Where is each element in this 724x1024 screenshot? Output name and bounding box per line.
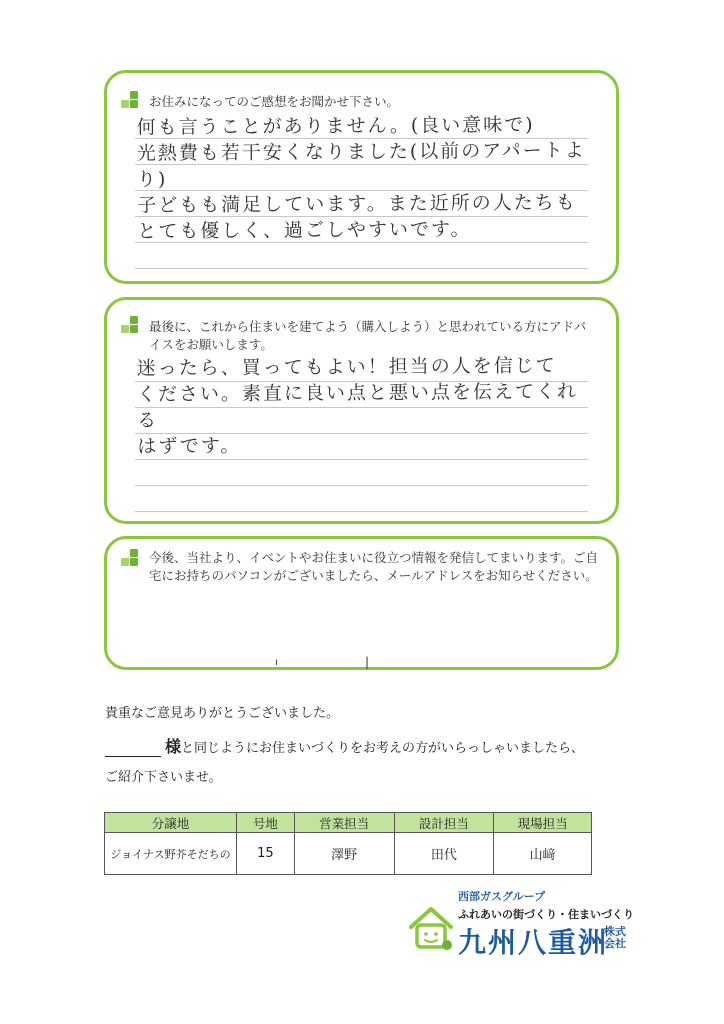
cell-lot: 15 — [236, 833, 294, 875]
answer-line: 光熱費も若干安くなりました(以前のアパートより) — [136, 139, 586, 191]
bullet-blocks-icon — [121, 91, 143, 113]
impression-answer — [137, 111, 593, 244]
header-site: 分譲地 — [105, 813, 237, 833]
advice-prompt: 最後に、これから住まいを建てよう（購入しよう）と思われている方にアドバイスをお願いします。 — [149, 319, 587, 352]
answer-line: ください。素直に良い点と悪い点を伝えてくれる — [136, 380, 578, 432]
email-prompt: 今後、当社より、イベントやお住まいに役立つ情報を発信してまいります。ご自宅にお持ちのパソコンがございましたら、メールアドレスをお知らせください。 — [149, 550, 599, 583]
property-info-table — [104, 812, 592, 875]
cell-design: 田代 — [394, 833, 494, 875]
referral-text — [105, 734, 584, 757]
referral-sentence: と同じようにお住まいづくりをお考えの方がいらっしゃいましたら、 — [181, 741, 585, 756]
answer-line: とても優しく、過ごしやすいです。 — [137, 218, 472, 243]
referral-text-end: ご紹介下さいませ。 — [105, 770, 222, 785]
advice-answer — [137, 352, 593, 459]
company-tagline: ふれあいの街づくり・住まいづくり — [458, 908, 634, 921]
sama-label: 様 — [165, 737, 182, 756]
answer-line: 子どもも満足しています。また近所の人たちも — [137, 191, 577, 217]
impression-prompt: お住みになってのご感想をお聞かせ下さい。 — [149, 94, 400, 109]
cell-site: ジョイナス野芥そだちの — [105, 833, 237, 875]
header-sales: 営業担当 — [294, 813, 394, 833]
name-blank — [105, 741, 161, 757]
thanks-text: 貴重なご意見ありがとうございました。 — [105, 706, 340, 721]
header-lot: 号地 — [236, 813, 294, 833]
company-name: 九州八重洲 — [458, 926, 609, 959]
table-row — [105, 833, 592, 875]
header-site-manager: 現場担当 — [494, 813, 592, 833]
header-design: 設計担当 — [394, 813, 494, 833]
company-suffix: 株式会社 — [604, 925, 626, 950]
answer-line: はずです。 — [137, 434, 242, 458]
advice-section — [104, 297, 619, 524]
stray-pen-mark: ı — [275, 657, 278, 668]
table-header-row — [105, 813, 592, 833]
cell-sales: 澤野 — [294, 833, 394, 875]
group-name: 西部ガスグループ — [458, 890, 546, 903]
impression-section — [104, 70, 619, 284]
bullet-blocks-icon — [121, 316, 143, 338]
answer-line: 迷ったら、買ってもよい！担当の人を信じて — [136, 354, 557, 380]
email-section — [104, 536, 619, 670]
house-logo-icon — [407, 905, 455, 951]
bullet-blocks-icon — [121, 549, 143, 571]
answer-line: 何も言うことがありません。(良い意味で) — [136, 113, 535, 139]
stray-pen-mark: | — [365, 655, 370, 669]
cell-site-manager: 山﨑 — [494, 833, 592, 875]
